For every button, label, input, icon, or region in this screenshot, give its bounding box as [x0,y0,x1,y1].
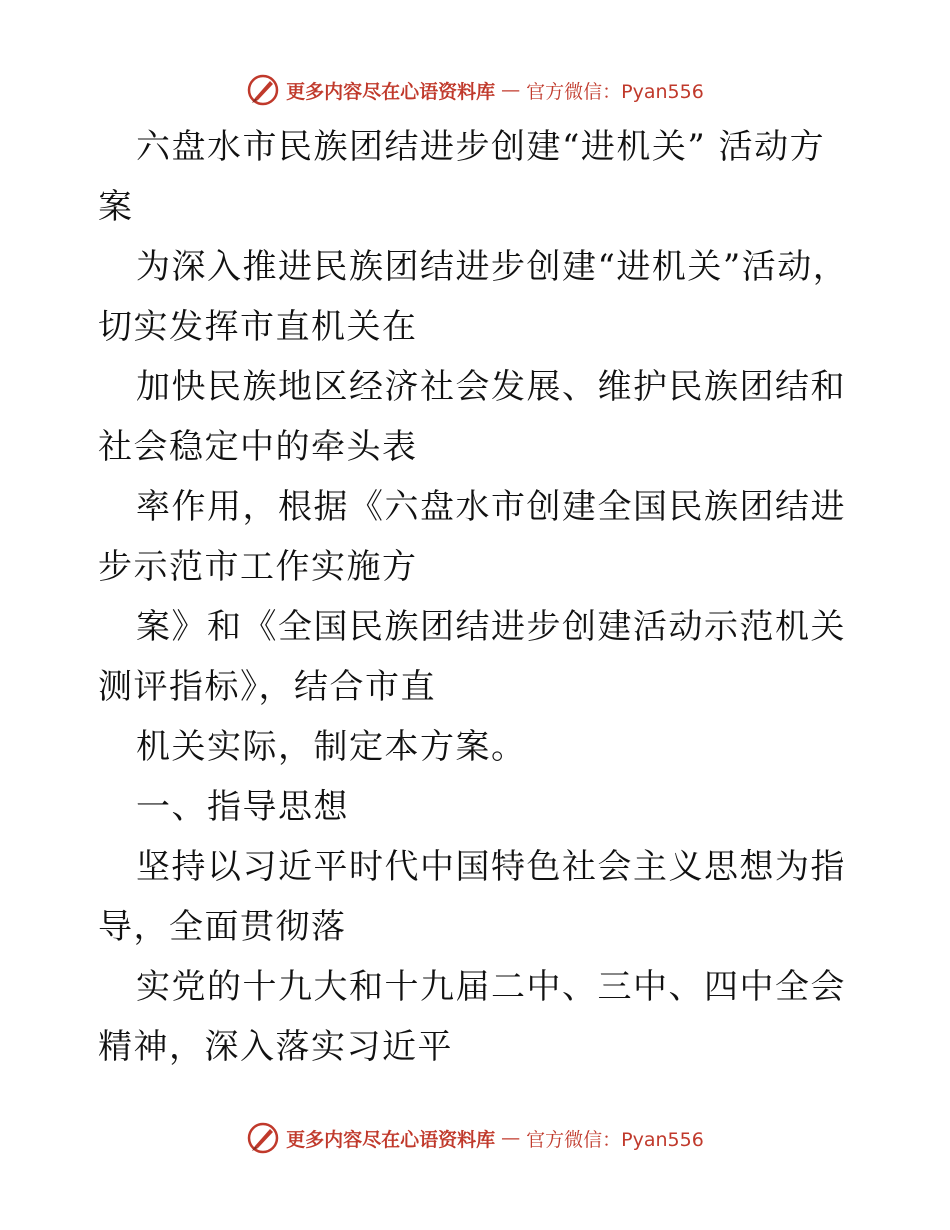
doc-title: 六盘水市民族团结进步创建“进机关” 活动方案 [98,127,826,227]
paragraph: 为深入推进民族团结进步创建“进机关”活动，切实发挥市直机关在 [98,247,849,347]
paragraph: 机关实际，制定本方案。 [136,727,527,767]
paragraph: 率作用，根据《六盘水市创建全国民族团结进步示范市工作实施方 [98,487,846,587]
paragraph: 坚持以习近平时代中国特色社会主义思想为指导，全面贯彻落 [98,847,846,947]
header-banner [0,70,950,110]
banner-wechat: 官方微信：Pyan556 [526,1128,704,1151]
paragraph: 实党的十九大和十九届二中、三中、四中全会精神，深入落实习近平 [98,967,846,1067]
document-body [98,117,858,1077]
banner-dash: — [501,1127,521,1149]
banner-wechat: 官方微信：Pyan556 [526,80,704,103]
paragraph: 案》和《全国民族团结进步创建活动示范机关测评指标》，结合市直 [98,607,846,707]
banner-text: 更多内容尽在心语资料库 [286,80,496,103]
footer-banner [0,1118,950,1158]
section-heading: 一、指导思想 [136,787,349,827]
paragraph: 加快民族地区经济社会发展、维护民族团结和社会稳定中的牵头表 [98,367,846,467]
quill-pen-logo-icon [246,1121,280,1155]
banner-text: 更多内容尽在心语资料库 [286,1128,496,1151]
banner-dash: — [501,79,521,101]
quill-pen-logo-icon [246,73,280,107]
